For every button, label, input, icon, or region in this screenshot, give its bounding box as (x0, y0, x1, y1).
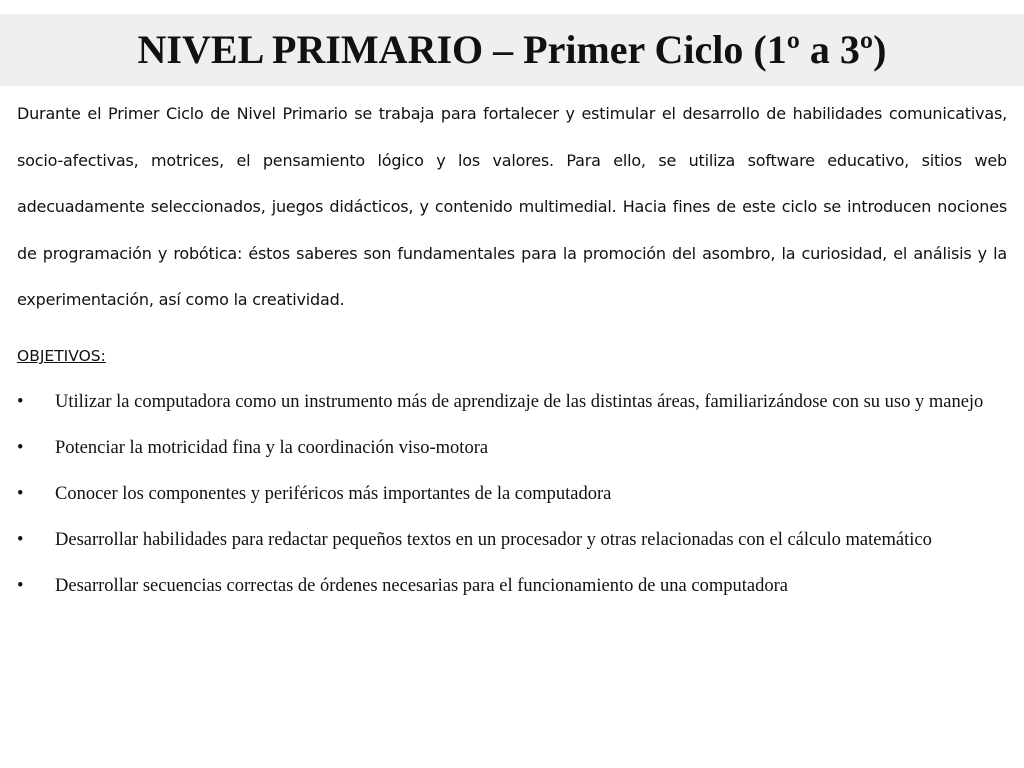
bullet-icon: • (17, 484, 24, 504)
objectives-heading: OBJETIVOS: (17, 347, 106, 365)
bullet-icon: • (17, 438, 24, 458)
intro-paragraph: Durante el Primer Ciclo de Nivel Primario se trabaja para fortalecer y estimular el desarrollo de habilidades comunicativas, socio-afectivas, motrices, el pensamiento lógico y los valores. Para ello, se utiliza software educativo, sitios web adecuadamente seleccionados, juegos didácticos, y contenido multimedial. Hacia fines de este ciclo se introducen nociones de programación y robótica: éstos saberes son fundamentales para la promoción del asombro, la curiosidad, el análisis y la experimentación, así como la creatividad. (17, 104, 1007, 309)
objective-text: Utilizar la computadora como un instrumento más de aprendizaje de las distintas áreas, familiarizándose con su uso y manejo (55, 392, 984, 412)
bullet-icon: • (17, 392, 24, 412)
objective-item (17, 379, 1007, 425)
objective-item (17, 471, 1007, 517)
objective-item (17, 517, 1007, 563)
title-bar (0, 14, 1024, 86)
objectives-list (17, 379, 1007, 609)
objective-item (17, 425, 1007, 471)
objective-text: Desarrollar habilidades para redactar pequeños textos en un procesador y otras relacionadas con el cálculo matemático (55, 530, 932, 550)
objective-text: Potenciar la motricidad fina y la coordinación viso-motora (55, 438, 489, 458)
bullet-icon: • (17, 530, 24, 550)
bullet-icon: • (17, 576, 24, 596)
objective-text: Conocer los componentes y periféricos más importantes de la computadora (55, 484, 612, 504)
objective-text: Desarrollar secuencias correctas de órdenes necesarias para el funcionamiento de una computadora (55, 576, 788, 596)
page-title: NIVEL PRIMARIO – Primer Ciclo (1º a 3º) (137, 27, 887, 72)
objective-item (17, 563, 1007, 609)
